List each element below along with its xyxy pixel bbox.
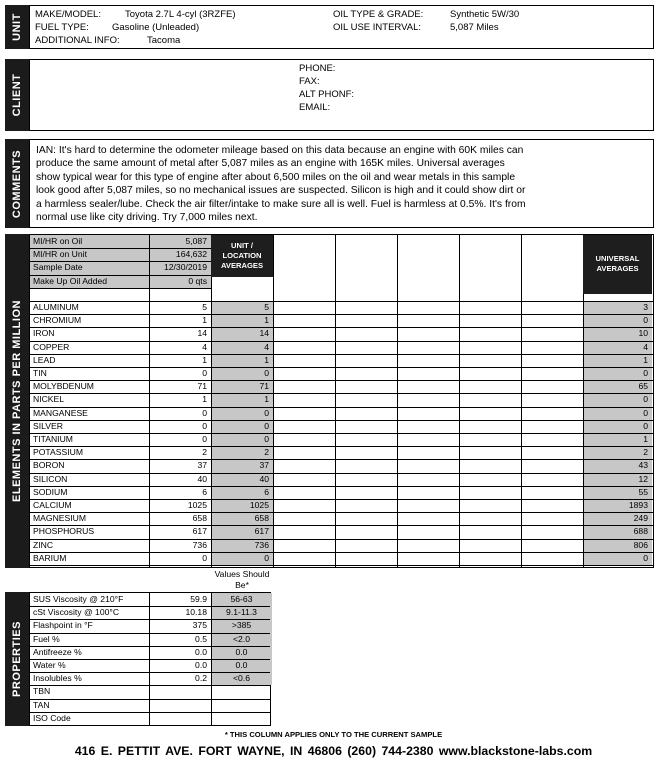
element-value: 1025	[187, 500, 207, 510]
element-unit-average: 71	[259, 381, 269, 392]
property-value: 59.9	[190, 594, 207, 604]
alt-phone-label: ALT PHONF:	[299, 89, 355, 100]
property-name: Antifreeze %	[33, 646, 82, 657]
comment-line: a harmless sealer/lube. Check the air filter/intake to make sure all is well. Fuel is harmless at 0.5%. It's from	[36, 198, 526, 210]
oil-interval-label: OIL USE INTERVAL:	[333, 22, 421, 33]
element-universal-average: 55	[638, 486, 648, 497]
element-name: LEAD	[33, 354, 56, 365]
element-unit-average: 14	[259, 328, 269, 339]
element-universal-average: 10	[638, 328, 648, 339]
element-name: CHROMIUM	[33, 315, 82, 326]
element-value: 71	[197, 381, 207, 392]
element-unit-average: 6	[264, 486, 269, 497]
element-name: SODIUM	[33, 486, 68, 497]
property-name: cSt Viscosity @ 100°C	[33, 607, 120, 618]
oil-type-value: Synthetic 5W/30	[450, 9, 520, 20]
properties-section-label: PROPERTIES	[11, 621, 23, 697]
property-name: SUS Viscosity @ 210°F	[33, 594, 124, 604]
element-name: BORON	[33, 460, 65, 471]
grid-hline	[30, 288, 211, 289]
element-value: 1	[202, 394, 207, 405]
element-name: MOLYBDENUM	[33, 381, 94, 392]
element-universal-average: 3	[643, 302, 648, 312]
element-value: 2	[202, 447, 207, 458]
comment-line: show typical wear for this type of engine after about 6,500 miles on the oil and wear metals in this sample	[36, 171, 516, 183]
element-value: 40	[197, 473, 207, 484]
element-universal-average: 688	[633, 526, 648, 537]
comment-line: look good after 5,087 miles, so no mechanical issues are suspected. Silicon is high and it could show dirt or	[36, 185, 526, 197]
sample-info-value: 5,087	[185, 236, 207, 246]
additional-info-label: ADDITIONAL INFO:	[35, 35, 120, 46]
element-name: MANGANESE	[33, 407, 88, 418]
footnote: * THIS COLUMN APPLIES ONLY TO THE CURRENT SAMPLE	[224, 730, 443, 739]
element-unit-average: 1	[264, 315, 269, 326]
element-value: 14	[197, 328, 207, 339]
comment-line: normal use like city driving. Try 7,000 miles next.	[36, 212, 258, 224]
element-universal-average: 1893	[628, 500, 648, 510]
element-value: 736	[192, 539, 207, 550]
element-unit-average: 658	[254, 513, 269, 524]
comments-box	[29, 139, 654, 228]
sample-info-value: 164,632	[175, 249, 207, 260]
element-unit-average: 0	[264, 434, 269, 444]
property-value: 375	[192, 620, 207, 631]
grid-vline	[335, 235, 336, 567]
grid-vline	[459, 235, 460, 567]
element-universal-average: 806	[633, 539, 648, 550]
fuel-type-label: FUEL TYPE:	[35, 22, 89, 33]
element-value: 0	[202, 552, 207, 563]
element-universal-average: 1	[643, 434, 648, 444]
elements-section-tab	[5, 234, 29, 568]
element-name: SILICON	[33, 473, 68, 484]
comment-line: IAN: It's hard to determine the odometer mileage based on this data because an engine with 60K miles can	[36, 145, 524, 156]
element-value: 0	[202, 420, 207, 431]
element-name: ALUMINUM	[33, 302, 79, 312]
element-name: BARIUM	[33, 552, 67, 563]
email-label: EMAIL:	[299, 102, 331, 113]
element-unit-average: 1025	[249, 500, 269, 510]
element-universal-average: 0	[643, 315, 648, 326]
properties-section-tab	[5, 592, 29, 726]
element-value: 617	[192, 526, 207, 537]
elements-section-label: ELEMENTS IN PARTS PER MILLION	[11, 300, 23, 502]
element-universal-average: 4	[643, 341, 648, 352]
element-unit-average: 1	[264, 394, 269, 405]
property-should-be: 56-63	[230, 594, 253, 604]
property-should-be: 0.0	[235, 646, 248, 657]
client-info-box	[29, 59, 654, 131]
element-value: 5	[202, 302, 207, 312]
element-value: 0	[202, 434, 207, 444]
oil-interval-value: 5,087 Miles	[450, 22, 499, 33]
element-unit-average: 1	[264, 354, 269, 365]
element-name: TIN	[33, 368, 47, 378]
property-name: Water %	[33, 660, 66, 670]
element-name: IRON	[33, 328, 55, 339]
element-name: COPPER	[33, 341, 70, 352]
element-unit-average: 2	[264, 447, 269, 458]
element-name: SILVER	[33, 420, 63, 431]
property-value: 0.5	[195, 633, 207, 644]
element-value: 6	[202, 486, 207, 497]
element-value: 4	[202, 341, 207, 352]
element-unit-average: 40	[259, 473, 269, 484]
unit-info-box	[29, 5, 654, 49]
make-model-value: Toyota 2.7L 4-cyl (3RZFE)	[125, 9, 236, 20]
client-section-tab	[5, 59, 29, 131]
element-universal-average: 0	[643, 552, 648, 563]
element-value: 1	[202, 315, 207, 326]
element-value: 37	[197, 460, 207, 471]
element-universal-average: 0	[643, 407, 648, 418]
comments-section-label: COMMENTS	[11, 149, 23, 218]
universal-averages-header: UNIVERSAL AVERAGES	[583, 235, 652, 294]
element-name: PHOSPHORUS	[33, 526, 95, 537]
property-should-be: 0.0	[235, 660, 248, 670]
element-name: MAGNESIUM	[33, 513, 86, 524]
grid-vline	[273, 235, 274, 567]
sample-info-label: Make Up Oil Added	[33, 275, 108, 286]
fax-label: FAX:	[299, 76, 320, 87]
sample-info-label: MI/HR on Unit	[33, 249, 87, 260]
element-name: CALCIUM	[33, 500, 72, 510]
element-universal-average: 1	[643, 354, 648, 365]
element-universal-average: 0	[643, 368, 648, 378]
additional-info-value: Tacoma	[147, 35, 181, 46]
unit-section-label: UNIT	[11, 13, 23, 41]
element-unit-average: 0	[264, 407, 269, 418]
properties-table	[29, 592, 271, 726]
element-universal-average: 12	[638, 473, 648, 484]
values-should-be-header: Values Should Be*	[214, 569, 270, 590]
property-name: Flashpoint in °F	[33, 620, 93, 631]
grid-vline	[521, 235, 522, 567]
property-value: 0.0	[195, 646, 207, 657]
element-universal-average: 249	[633, 513, 648, 524]
element-name: TITANIUM	[33, 434, 73, 444]
client-section-label: CLIENT	[11, 73, 23, 117]
element-unit-average: 5	[264, 302, 269, 312]
element-unit-average: 4	[264, 341, 269, 352]
element-universal-average: 2	[643, 447, 648, 458]
property-name: ISO Code	[33, 712, 71, 723]
element-universal-average: 43	[638, 460, 648, 471]
oil-type-label: OIL TYPE & GRADE:	[333, 9, 424, 20]
property-name: Fuel %	[33, 633, 60, 644]
sample-info-label: MI/HR on Oil	[33, 236, 83, 246]
grid-vline	[397, 235, 398, 567]
make-model-label: MAKE/MODEL:	[35, 9, 101, 20]
element-value: 658	[192, 513, 207, 524]
property-should-be: <2.0	[233, 633, 250, 644]
element-universal-average: 65	[638, 381, 648, 392]
property-value: 0.2	[195, 673, 207, 684]
fuel-type-value: Gasoline (Unleaded)	[112, 22, 200, 33]
property-value: 0.0	[195, 660, 207, 670]
unit-location-averages-header: UNIT / LOCATION AVERAGES	[211, 235, 273, 277]
elements-table	[29, 234, 654, 568]
element-unit-average: 736	[254, 539, 269, 550]
property-name: TBN	[33, 686, 51, 697]
element-unit-average: 37	[259, 460, 269, 471]
element-unit-average: 0	[264, 420, 269, 431]
element-value: 0	[202, 407, 207, 418]
element-value: 0	[202, 368, 207, 378]
comment-line: produce the same amount of metal after 5,087 miles as an engine with 165K miles. Universal averages	[36, 158, 505, 170]
grid-hline	[30, 565, 653, 566]
sample-info-value: 0 qts	[188, 275, 207, 286]
element-name: NICKEL	[33, 394, 65, 405]
property-should-be: >385	[231, 620, 252, 631]
property-name: TAN	[33, 699, 50, 710]
comments-section-tab	[5, 139, 29, 228]
unit-section-tab	[5, 5, 29, 49]
lab-address: 416 E. PETTIT AVE. FORT WAYNE, IN 46806 (260) 744-2380 www.blackstone-labs.com	[74, 744, 593, 758]
element-name: ZINC	[33, 539, 54, 550]
element-name: POTASSIUM	[33, 447, 83, 458]
sample-info-value: 12/30/2019	[163, 262, 207, 273]
property-should-be: <0.6	[233, 673, 250, 684]
element-value: 1	[202, 354, 207, 365]
property-should-be: 9.1-11.3	[226, 607, 257, 618]
element-unit-average: 0	[264, 552, 269, 563]
property-name: Insolubles %	[33, 673, 82, 684]
element-universal-average: 0	[643, 394, 648, 405]
element-unit-average: 0	[264, 368, 269, 378]
element-unit-average: 617	[254, 526, 269, 537]
property-value: 10.18	[185, 607, 207, 618]
element-universal-average: 0	[643, 420, 648, 431]
sample-info-label: Sample Date	[33, 262, 83, 273]
phone-label: PHONE:	[299, 63, 336, 74]
